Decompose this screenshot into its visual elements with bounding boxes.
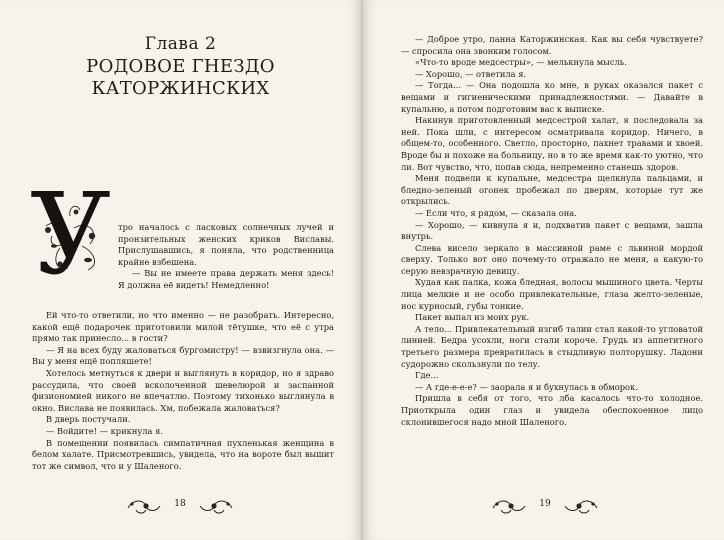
chapter-title-line-2: КАТОРЖИНСКИХ bbox=[91, 78, 270, 99]
right-page-footer bbox=[485, 494, 605, 518]
paragraph: Меня подвели к купальне, медсестра щелкнула пальцами, и бледно-зеленый огонек пробежал по дверям, которые тут же открылись. bbox=[401, 173, 703, 207]
paragraph: — Хорошо, — кивнула я и, подхватив пакет с вещами, зашла внутрь. bbox=[401, 219, 703, 242]
paragraph: Пакет выпал из моих рук. bbox=[415, 312, 530, 323]
left-page bbox=[0, 0, 361, 540]
left-page-footer bbox=[120, 494, 240, 518]
paragraph: тро началось с ласковых солнечных лучей и пронзительных женских криков Виславы. Прислушавшись, я поняла, что родственница крайне взбешена. bbox=[118, 222, 334, 267]
ornament-right-icon bbox=[561, 496, 601, 516]
page-number: 18 bbox=[174, 499, 186, 509]
paragraph: — Войдите! — крикнула я. bbox=[46, 425, 163, 436]
paragraph: А тело... Привлекательный изгиб талии стал какой-то угловатой линией. Бедра усохли, ноги стали короче. Грудь из аппетитного третьего размера превратилась в стыдливую полторушку. Ладони судорожно скользнули по телу. bbox=[401, 323, 703, 369]
paragraph: — Доброе утро, панна Каторжинская. Как вы себя чувствуете? — спросила она звонким голосом. bbox=[401, 34, 703, 56]
paragraph: Худая как палка, кожа бледная, волосы мышиного цвета. Черты лица мелкие и не особо привлекательные, глаза желто-зеленые, нос курносый, губы тонкие. bbox=[401, 277, 703, 311]
paragraph: — А где-е-е-е? — заорала я и бухнулась в обморок. bbox=[415, 381, 638, 392]
paragraph: Где... bbox=[415, 370, 439, 381]
paragraph: — Тогда... — Она подошла ко мне, в руках оказался пакет с вещами и гигиеническими принадлежностями. — Давайте в купальню, а потом подготовим вас к выписке. bbox=[401, 80, 703, 114]
drop-cap-letter: У bbox=[30, 170, 111, 300]
paragraph: Ей что-то ответили, но что именно — не разобрать. Интересно, какой ещё подарочек приготовили милой тётушке, что её с утра прямо так принесло... в гости? bbox=[32, 310, 334, 344]
right-page bbox=[363, 0, 724, 540]
ornament-left-icon bbox=[124, 496, 164, 516]
paragraph: — Если что, я рядом, — сказала она. bbox=[415, 207, 577, 218]
paragraph: Хотелось метнуться к двери и выглянуть в коридор, но я здраво рассудила, что своей всколоченной шевелюрой и заспанной физиономией никого не впечатлю. Поэтому тихонько выглянула в окно. Вислава не появилась. Хм, побежала жаловаться? bbox=[32, 367, 334, 413]
intro-text bbox=[118, 222, 334, 292]
drop-cap bbox=[30, 170, 116, 304]
paragraph: — Я на всех буду жаловаться бургомистру! — взвизгнула она. — Вы у меня ещё попляшете! bbox=[32, 344, 334, 367]
paragraph: В помещении появилась симпатичная пухленькая женщина в белом халате. Присмотревшись, увидела, что на вороте был вышит тот же символ, что и у Шаленого. bbox=[32, 437, 334, 471]
ornament-left-icon bbox=[489, 496, 529, 516]
ornament-right-icon bbox=[196, 496, 236, 516]
paragraph: Пришла в себя от того, что лба касалось что-то холодное. Приоткрыла один глаз и увидела обеспокоенное лицо склонившегося надо мной Шаленого. bbox=[401, 393, 703, 427]
paragraph: Слева висело зеркало в массивной раме с львиной мордой сверху. Только вот оно почему-то отражало не меня, а какую-то серую невзрачную девицу. bbox=[401, 242, 703, 276]
paragraph: Накинув приготовленный медсестрой халат, я последовала за ней. Пока шли, с интересом осматривала коридор. Ничего, в общем-то, особенного. Светло, просторно, пахнет травами и хвоей. Вроде бы и похоже на больницу, но в то же время как-то уютно, что ли. Вот чувство, что, попав сюда, непременно станешь здоров. bbox=[401, 115, 703, 172]
left-body-text bbox=[32, 310, 334, 472]
page-number: 19 bbox=[539, 499, 551, 509]
paragraph: — Вы не имеете права держать меня здесь! Я должна её видеть! Немедленно! bbox=[118, 268, 334, 290]
chapter-title-line-1: РОДОВОЕ ГНЕЗДО bbox=[86, 56, 275, 77]
paragraph: — Хорошо, — ответила я. bbox=[415, 68, 527, 79]
chapter-title bbox=[60, 56, 301, 100]
chapter-number: Глава 2 bbox=[144, 34, 217, 54]
paragraph: В дверь постучали. bbox=[46, 414, 131, 425]
paragraph: «Что-то вроде медсестры», — мелькнула мысль. bbox=[415, 57, 627, 68]
right-body-text bbox=[401, 34, 703, 428]
